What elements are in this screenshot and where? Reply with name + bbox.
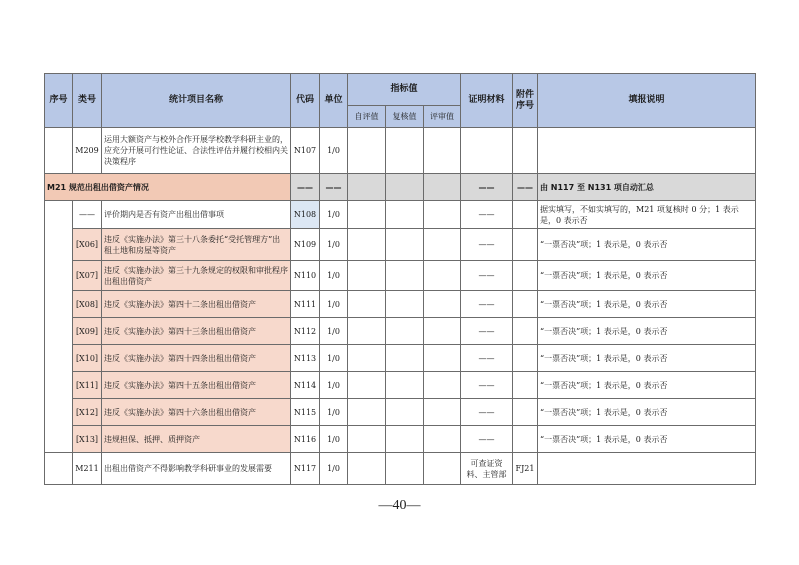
row-unit: 1/0	[320, 128, 348, 174]
row-item-name: 出租出借资产不得影响教学科研事业的发展需要	[102, 453, 291, 485]
row-item-name: 评价期内是否有资产出租出借事项	[102, 201, 291, 229]
section-note: 由 N117 至 N131 项自动汇总	[538, 174, 756, 201]
statistics-table	[44, 73, 756, 485]
row-code: N109	[291, 229, 320, 261]
row-evidence: ——	[461, 399, 513, 426]
self-eval-cell[interactable]	[348, 229, 386, 261]
recheck-cell[interactable]	[386, 291, 424, 318]
review-cell[interactable]	[424, 372, 461, 399]
recheck-cell[interactable]	[386, 426, 424, 453]
self-eval-cell[interactable]	[348, 128, 386, 174]
section-title: M21 规范出租出借资产情况	[45, 174, 291, 201]
recheck-cell[interactable]	[386, 128, 424, 174]
recheck-cell[interactable]	[386, 372, 424, 399]
header-self-eval: 自评值	[348, 106, 386, 128]
row-unit: 1/0	[320, 291, 348, 318]
table-row	[45, 399, 756, 426]
row-code: N113	[291, 345, 320, 372]
row-item-name: 违反《实施办法》第三十八条委托“受托管理方”出租土地和房屋等资产	[102, 229, 291, 261]
recheck-cell[interactable]	[386, 201, 424, 229]
review-cell[interactable]	[424, 345, 461, 372]
table-row	[45, 372, 756, 399]
section-code-dash: ——	[291, 174, 320, 201]
recheck-cell[interactable]	[386, 399, 424, 426]
table-row	[45, 229, 756, 261]
row-evidence: ——	[461, 318, 513, 345]
row-item-name: 违规担保、抵押、质押资产	[102, 426, 291, 453]
row-unit: 1/0	[320, 345, 348, 372]
header-seq: 序号	[45, 74, 73, 128]
table-row	[45, 318, 756, 345]
row-code: N117	[291, 453, 320, 485]
row-code: N108	[291, 201, 320, 229]
header-evidence: 证明材料	[461, 74, 513, 128]
self-eval-cell[interactable]	[348, 372, 386, 399]
header-code: 代码	[291, 74, 320, 128]
table-row	[45, 201, 756, 229]
header-category: 类号	[73, 74, 102, 128]
row-evidence: ——	[461, 291, 513, 318]
review-cell[interactable]	[424, 291, 461, 318]
header-item-name: 统计项目名称	[102, 74, 291, 128]
row-category: [X06]	[73, 229, 102, 261]
row-note: “一票否决”项；1 表示是，0 表示否	[538, 291, 756, 318]
review-cell[interactable]	[424, 261, 461, 291]
row-unit: 1/0	[320, 453, 348, 485]
row-category: M211	[73, 453, 102, 485]
row-evidence: ——	[461, 372, 513, 399]
row-category: [X12]	[73, 399, 102, 426]
header-attach-no: 附件序号	[513, 74, 538, 128]
self-eval-cell[interactable]	[348, 345, 386, 372]
review-cell[interactable]	[424, 399, 461, 426]
review-cell[interactable]	[424, 229, 461, 261]
header-indicator: 指标值	[348, 74, 461, 106]
row-note: “一票否决”项；1 表示是，0 表示否	[538, 372, 756, 399]
row-category: [X09]	[73, 318, 102, 345]
row-note: “一票否决”项；1 表示是，0 表示否	[538, 229, 756, 261]
row-category: [X11]	[73, 372, 102, 399]
row-unit: 1/0	[320, 261, 348, 291]
review-cell[interactable]	[424, 426, 461, 453]
recheck-cell[interactable]	[386, 229, 424, 261]
self-eval-cell[interactable]	[348, 291, 386, 318]
row-code: N112	[291, 318, 320, 345]
row-unit: 1/0	[320, 399, 348, 426]
review-cell[interactable]	[424, 318, 461, 345]
row-evidence: ——	[461, 201, 513, 229]
row-category: [X13]	[73, 426, 102, 453]
row-item-name: 运用大额资产与校外合作开展学校教学科研主业的，应充分开展可行性论证、合法性评估并履行校相内关决策程序	[102, 128, 291, 174]
row-code: N111	[291, 291, 320, 318]
table-row	[45, 291, 756, 318]
table-row-m211	[45, 453, 756, 485]
header-unit: 单位	[320, 74, 348, 128]
row-unit: 1/0	[320, 372, 348, 399]
self-eval-cell[interactable]	[348, 453, 386, 485]
row-code: N114	[291, 372, 320, 399]
row-note: “一票否决”项；1 表示是，0 表示否	[538, 426, 756, 453]
row-item-name: 违反《实施办法》第四十三条出租出借资产	[102, 318, 291, 345]
row-item-name: 违反《实施办法》第四十五条出租出借资产	[102, 372, 291, 399]
row-item-name: 违反《实施办法》第四十四条出租出借资产	[102, 345, 291, 372]
recheck-cell[interactable]	[386, 318, 424, 345]
row-item-name: 违反《实施办法》第四十六条出租出借资产	[102, 399, 291, 426]
header-review: 评审值	[424, 106, 461, 128]
row-attach: FJ21	[513, 453, 538, 485]
row-code: N115	[291, 399, 320, 426]
recheck-cell[interactable]	[386, 345, 424, 372]
row-evidence: 可查证资料、主管部	[461, 453, 513, 485]
row-code: N107	[291, 128, 320, 174]
row-note: “一票否决”项；1 表示是，0 表示否	[538, 261, 756, 291]
row-note: “一票否决”项；1 表示是，0 表示否	[538, 345, 756, 372]
row-category: [X08]	[73, 291, 102, 318]
self-eval-cell[interactable]	[348, 318, 386, 345]
table-row	[45, 426, 756, 453]
header-recheck: 复核值	[386, 106, 424, 128]
row-unit: 1/0	[320, 426, 348, 453]
recheck-cell[interactable]	[386, 453, 424, 485]
self-eval-cell[interactable]	[348, 426, 386, 453]
section-attach-dash: ——	[513, 174, 538, 201]
recheck-cell[interactable]	[386, 261, 424, 291]
row-evidence: ——	[461, 426, 513, 453]
review-cell[interactable]	[424, 128, 461, 174]
row-unit: 1/0	[320, 201, 348, 229]
page-number: —40—	[378, 498, 421, 513]
row-category: [X10]	[73, 345, 102, 372]
header-instructions: 填报说明	[538, 74, 756, 128]
row-category: [X07]	[73, 261, 102, 291]
row-evidence: ——	[461, 261, 513, 291]
section-row-m21	[45, 174, 756, 201]
row-evidence: ——	[461, 345, 513, 372]
row-category: M209	[73, 128, 102, 174]
section-evidence-dash: ——	[461, 174, 513, 201]
row-unit: 1/0	[320, 318, 348, 345]
row-unit: 1/0	[320, 229, 348, 261]
row-note: “一票否决”项；1 表示是，0 表示否	[538, 399, 756, 426]
review-cell[interactable]	[424, 201, 461, 229]
row-code: N116	[291, 426, 320, 453]
review-cell[interactable]	[424, 453, 461, 485]
table-row	[45, 345, 756, 372]
self-eval-cell[interactable]	[348, 201, 386, 229]
row-evidence: ——	[461, 229, 513, 261]
row-code: N110	[291, 261, 320, 291]
self-eval-cell[interactable]	[348, 399, 386, 426]
row-category: ——	[73, 201, 102, 229]
self-eval-cell[interactable]	[348, 261, 386, 291]
row-note: 据实填写，不如实填写的，M21 项复核时 0 分；1 表示是，0 表示否	[538, 201, 756, 229]
header-row	[45, 74, 756, 106]
table-row-m209	[45, 128, 756, 174]
row-item-name: 违反《实施办法》第三十九条规定的权限和审批程序出租出借资产	[102, 261, 291, 291]
row-item-name: 违反《实施办法》第四十二条出租出借资产	[102, 291, 291, 318]
row-note: “一票否决”项；1 表示是，0 表示否	[538, 318, 756, 345]
table-row	[45, 261, 756, 291]
section-unit-dash: ——	[320, 174, 348, 201]
